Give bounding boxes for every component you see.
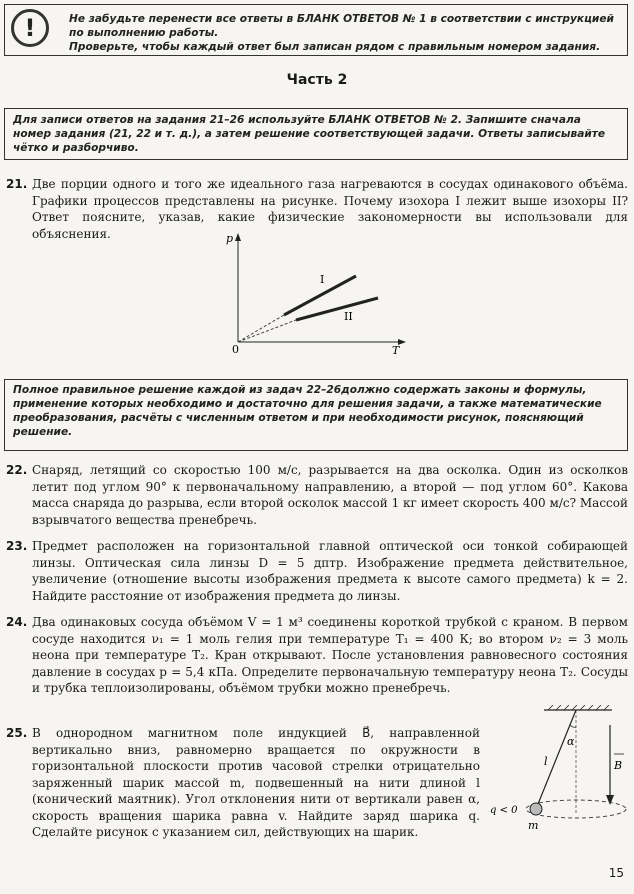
task-text: Предмет расположен на горизонтальной главной оптической оси тонкой собирающей линзы. Оптическая сила линзы D = 5 дптр. Изображение предмета действительное, увеличение (отношение высоты изображения предмета к высоте самого предмета) k = 2. Найдите расстояние от изображения предмета до линзы. [32, 539, 628, 603]
task-22 [6, 462, 628, 528]
exclamation-icon: ! [11, 9, 49, 47]
length-label: l [544, 755, 548, 768]
ceiling-hatching [548, 705, 609, 710]
x-axis-label: T [392, 344, 400, 357]
charged-ball [530, 803, 542, 815]
task-number: 23. [6, 539, 28, 553]
conical-pendulum-figure [486, 705, 634, 830]
task-number: 24. [6, 615, 28, 629]
task-text: В однородном магнитном поле индукцией B⃗, направленной вертикально вниз, равномерно вращается по окружности в горизонтальной плоскости против часовой стрелки отрицательно заряженный шарик массой m, подвешенный на нити длиной l (конический маятник). Угол отклонения нити от вертикали равен α, скорость вращения шарика равна v. Найдите заряд шарика q. Сделайте рисунок с указанием сил, действующих на шарик. [32, 726, 480, 839]
notice-line-1: Не забудьте перенести все ответы в БЛАНК ОТВЕТОВ № 1 в соответствии с инструкцией по выполнению работы. [69, 13, 614, 39]
notice-text [69, 12, 621, 54]
alpha-arc [570, 725, 576, 727]
instruction-box-answers: Для записи ответов на задания 21–26 используйте БЛАНК ОТВЕТОВ № 2. Запишите сначала номер задания (21, 22 и т. д.), а затем решение соответствующей задачи. Ответы записывайте чётко и разборчиво. [4, 108, 628, 160]
task-text: Два одинаковых сосуда объёмом V = 1 м³ соединены короткой трубкой с краном. В первом сосуде находится ν₁ = 1 моль гелия при температуре T₁ = 400 К; во втором ν₂ = 3 моль неона при температуре T₂. Кран открывают. После установления равновесного состояния давление в сосудах p = 5,4 кПа. Определите первоначальную температуру неона T₂. Сосуды и трубка теплоизолированы, объёмом трубки можно пренебречь. [32, 615, 628, 695]
task-23 [6, 538, 628, 604]
task-text: Снаряд, летящий со скоростью 100 м/с, разрывается на два осколка. Один из осколков летит под углом 90° к первоначальному направлению, а второй — под углом 60°. Какова масса снаряда до разрыва, если второй осколок массой 1 кг имеет скорость 400 м/с? Массой взрывчатого вещества пренебречь. [32, 463, 628, 527]
alpha-label: α [567, 735, 575, 748]
task-text: Две порции одного и того же идеального газа нагреваются в сосудах одинакового объёма. Графики процессов представлены на рисунке. Почему изохора I лежит выше изохоры II? Ответ поясните, указав, какие физические закономерности вы использовали для объяснения. [32, 177, 628, 241]
origin-label: 0 [232, 343, 239, 356]
task-number: 25. [6, 726, 28, 740]
b-vector-arrow [606, 795, 614, 805]
line1-extrapolation [238, 315, 284, 342]
page-number: 15 [608, 866, 624, 880]
line1-label: I [320, 273, 325, 286]
notice-box [4, 4, 628, 56]
instruction-box-solution: Полное правильное решение каждой из задач 22–26должно содержать законы и формулы, применение которых необходимо и достаточно для решения задачи, а также математические преобразования, расчёты с численным ответом и при необходимости рисунок, поясняющий решение. [4, 379, 628, 451]
isochore-graph [222, 230, 412, 360]
task-number: 22. [6, 463, 28, 477]
y-axis-label: p [226, 232, 234, 245]
task-number: 21. [6, 177, 28, 191]
charge-label: q < 0 [490, 805, 518, 816]
y-axis-arrow [235, 233, 241, 241]
mass-label: m [528, 819, 539, 830]
line2-label: II [344, 310, 353, 323]
notice-line-2: Проверьте, чтобы каждый ответ был записан рядом с правильным номером задания. [69, 41, 601, 53]
task-24 [6, 614, 628, 697]
line2-extrapolation [238, 320, 296, 342]
part-title: Часть 2 [286, 72, 348, 88]
task-25 [6, 725, 480, 841]
pendulum-thread [536, 710, 576, 809]
b-label: B [614, 759, 623, 772]
